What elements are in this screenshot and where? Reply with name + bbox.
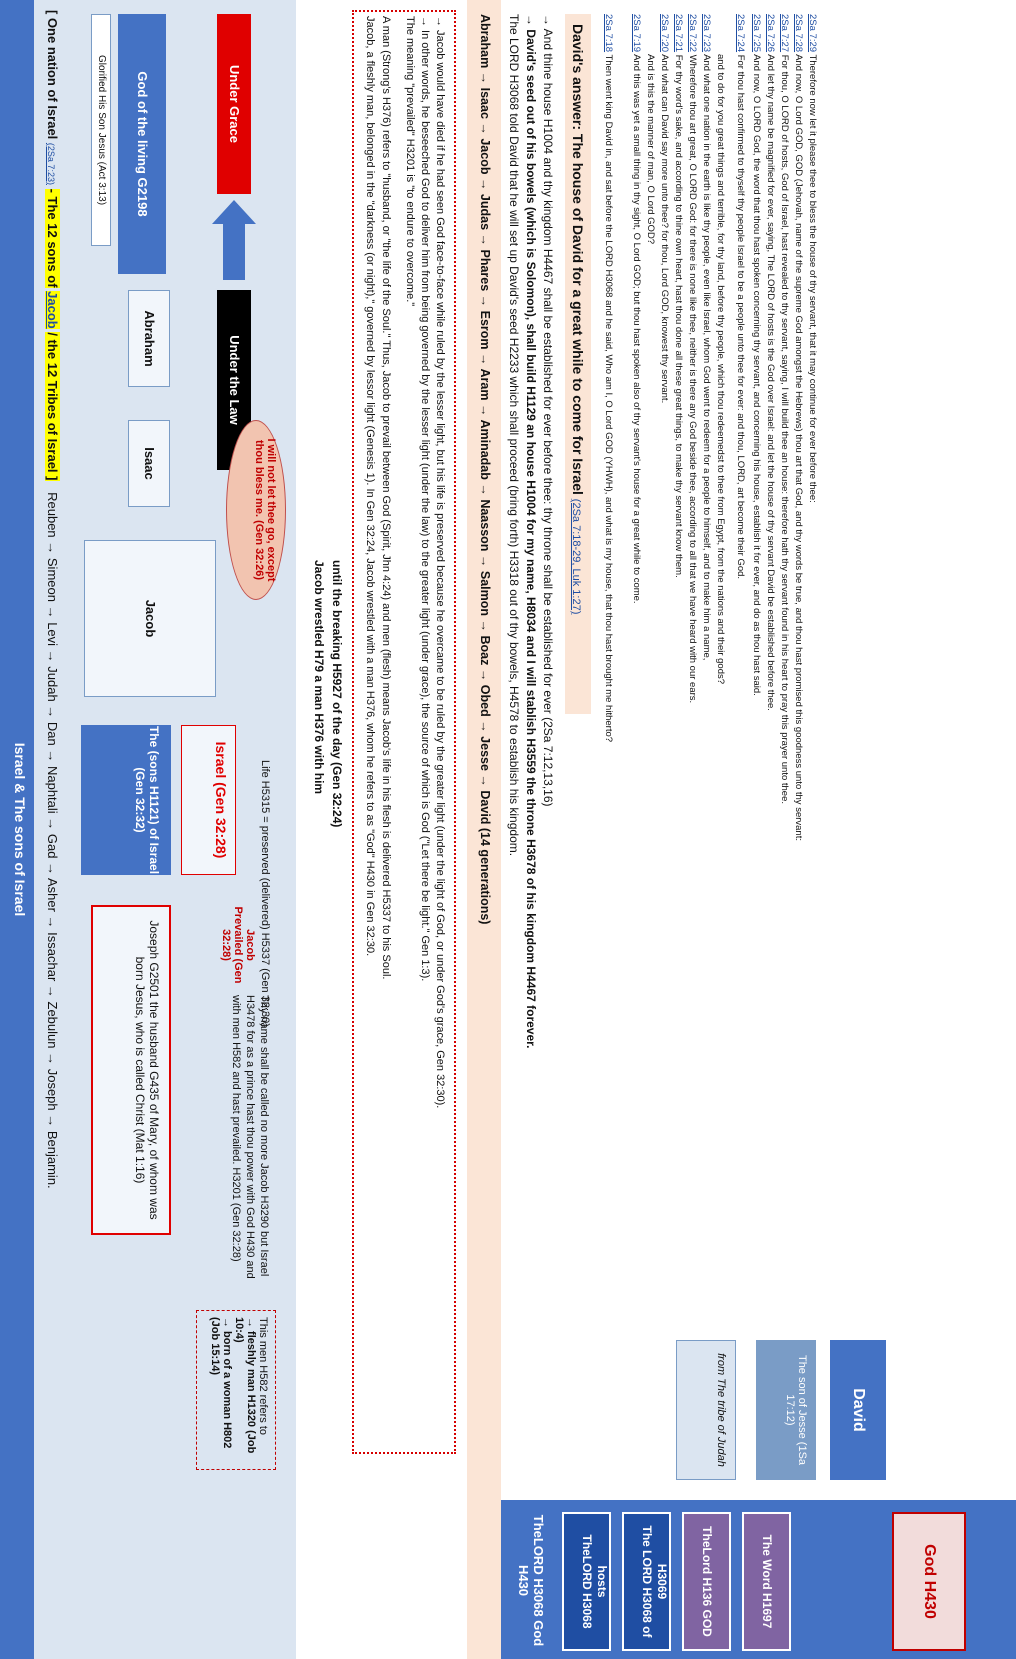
sons-list: Reuben → Simeon → Levi → Judah → Dan → Naphtali → Gad → Asher → Issachar → Zebulun → Joseph → Benjamin. [45,492,60,1189]
under-law-label: Under the Law [217,290,251,470]
lord-god-label: TheLORD H3068 God H430 [516,1514,546,1647]
jacob-box: Jacob [84,540,216,697]
answer-title-text: David's answer: The house of David for a great while to come for Israel [570,24,586,495]
verse-text: For thou, O LORD of hosts, God of Israel, hast revealed to thy servant, saying, I will build thee an house: therefore hath thy servant found in his heart to pray this prayer unto thee. [779,54,790,805]
lord-box-1: TheLORD H3068 [562,1512,611,1651]
son-jesse-box: The son of Jesse (1Sa 17:12) [756,1340,816,1480]
verse-row [631,14,642,604]
verse-row [735,14,746,579]
lord-box-3: TheLord H136 GOD H3069 [682,1512,731,1651]
isaac-box: Isaac [128,420,170,507]
verse-text: And let thy name be magnified for ever, saying, The LORD of hosts is the God over Israel: and let the house of thy servant David be established before thee. [765,54,776,711]
verse-row [659,14,670,403]
verse-text: And now, O LORD God, the word that thou hast spoken concerning thy servant, and concerning his house, establish it for ever, and do as thou hast said. [751,54,762,696]
verse-row [779,14,790,804]
lord-box-2: The H3068 of hosts [622,1512,671,1651]
tribe-box: from The tribe of Judah [676,1340,736,1480]
glorified-label: Glorified His Son Jesus (Act 3:13) [91,14,111,246]
verse-ref[interactable]: 2Sa 7:29 [807,14,818,53]
note-2: A man (Strong's H376) refers to "husband, or "the life of the Soul." Thus, Jacob to prevail between God (Spirit, Jhn 4:24) and men (flesh) means Jacob's life in his flesh is delivered H5337 to his Soul. [380,16,392,980]
verse-row [793,14,804,841]
verse-row [645,54,656,244]
men-note-2: → born of a woman H802 (Job 15:14) [209,1317,233,1449]
one-nation-ref: (2Sa 7:23) [46,142,56,185]
israel-box: Israel (Gen 32:28) [181,725,236,875]
joseph-box: Joseph G2501 the husband G435 of Mary, of whom was born Jesus, who is called Christ (Mat 1:16) [91,905,171,1235]
david-box: David [830,1340,886,1480]
verse-ref[interactable]: 2Sa 7:23 [701,14,712,53]
abraham-box: Abraham [128,290,170,387]
page-title: Israel & The sons of Israel [12,742,28,917]
jacob-prevailed: Jacob Prevailed (Gen 32:28) [220,906,256,984]
note-3: The meaning "prevailed" H3201 is "to endure to overcome." [404,16,416,307]
verse-ref[interactable]: 2Sa 7:18 [603,14,614,53]
genealogy-line: Abraham → Isaac → Jacob → Judas → Phares → Esrom → Aram → Aminadab → Naasson → Salmon → Boaz → Obed → Jesse → David (14 generations) [478,14,492,925]
verse-row [751,14,762,696]
god-box: God H430 [892,1512,966,1651]
under-grace-label: Under Grace [217,14,251,194]
verse-ref[interactable]: 2Sa 7:28 [793,14,804,53]
verse-row [807,14,818,503]
verse-ref[interactable]: 2Sa 7:22 [687,14,698,53]
verse-text: and to do for you great things and terrible, for thy land, before thy people, which thou redeemedst to thee from Egypt, from the nations and their gods? [715,54,726,685]
men-note-title: This men H582 refers to [257,1317,269,1435]
verse-row [701,14,712,660]
verse-text: And what can David say more unto thee? for thou, Lord GOD, knowest thy servant. [659,54,670,404]
verse-row [765,14,776,711]
life-preserved: Life H5315 = preserved (delivered) H5337 (Gen 32:30) [259,760,271,1027]
jacob-label: Jacob [45,291,60,329]
verse-text: Then went king David in, and sat before the LORD H3068 and he said, Who am I, O Lord GOD (YHWH), and what is my house, that thou hast brought me hitherto? [603,54,614,743]
wrestled-line-1: Jacob wrestled H79 a man H376 with him [312,560,326,795]
arrow-1: → David's seed out of his bowels (which is Solomon), shall build H1129 an house H1004 for my name, H8034 and I will stablish H3559 the throne H3678 of his kingdom H4467 forever. [524,14,538,1049]
note-1: Jacob, a fleshly man, belonged in the "darkness (or night)," governed by lessor light (Genesis 1). In Gen 32:24, Jacob wrestled with a man H376, whom he refers to as "God" H430 in Gen 32:30. [364,16,376,957]
verse-text: Therefore now let it please thee to bless the house of thy servant, that it may continue for ever before thee: [807,54,818,503]
name-called-text: Thy name shall be called no more Jacob H3290 but Israel H3478 for as a prince hast thou power with God H430 and with men H582 and hast prevailed. H3201 (Gen 32:28) [230,995,270,1279]
verse-ref[interactable]: 2Sa 7:26 [765,14,776,53]
men-note-box [196,1310,276,1470]
one-nation-mid: - The 12 sons of [45,188,60,288]
verse-row [687,14,698,703]
arrow-2: → And thine house H1004 and thy kingdom H4467 shall be established for ever before thee: thy throne shall be established for ever (2Sa 7:12,13,16) [541,14,555,807]
answer-title [570,24,586,614]
verse-text: And now, O Lord GOD, GOD (Jehovah, name of the supreme God amongst the Hebrews) thou art that God, and thy words be true, and thou hast promised this goodness unto thy servant: [793,54,804,841]
verse-ref[interactable]: 2Sa 7:27 [779,14,790,53]
verse-row [603,14,614,742]
lord-told: The LORD H3068 told David that he will set up David's seed H2233 which shall proceed (bring forth) H3318 out of thy bowels, H4578 to establish his kingdom. [507,14,521,857]
verse-ref[interactable]: 2Sa 7:21 [673,14,684,53]
one-nation-line [45,10,60,1189]
verse-row [715,54,726,684]
verse-text: Wherefore thou art great, O LORD God: for there is none like thee, neither is there any God beside thee, according to all that we have heard with our ears. [687,54,698,704]
one-nation-end: / the 12 Tribes of Israel ] [45,332,60,481]
verses-list [601,14,986,1314]
god-living-box: God of the living G2198 [118,14,166,274]
one-nation-prefix: [ One nation of Israel [45,10,60,140]
verse-ref[interactable]: 2Sa 7:25 [751,14,762,53]
note-5: → Jacob would have died if he had seen God face-to-face while ruled by the lesser light, but his life is preserved because he overcame to be ruled by the greater light (under the light of God, or under God's grace, Gen 32:30). [434,16,446,1109]
verse-row [673,14,684,578]
verse-text: And this was yet a small thing in thy sight, O Lord GOD; but thou hast spoken also of thy servant's house for a great while to come. [631,54,642,604]
bless-me-bubble: I will not let thee go, except thou bless me. (Gen 32:26) [226,420,286,600]
men-note-1: → fleshly man H1320 (Job 10:4) [233,1317,257,1454]
lord-box-4: The Word H1697 [742,1512,791,1651]
verse-text: And is this the manner of man, O Lord GOD? [645,54,656,245]
verse-ref[interactable]: 2Sa 7:24 [735,14,746,53]
verse-ref[interactable]: 2Sa 7:19 [631,14,642,53]
answer-ref: (2Sa 7:18-29, Luk 1:27) [570,498,582,615]
verse-text: For thou hast confirmed to thyself thy people Israel to be a people unto thee for ever: and thou, LORD, art become their God. [735,54,746,580]
wrestled-line-2: until the breaking H5927 of the day (Gen 32:24) [330,560,344,828]
note-4: → In other words, he beseeched God to deliver him from being governed by the lesser light (under the law) to the greater light (under grace), the source of which is God ("Let there be light." Gen 1:3). [419,16,431,982]
verse-text: And what one nation in the earth is like thy people, even like Israel, whom God went to redeem for a people to himself, and to make him a name, [701,54,712,661]
verse-text: For thy word's sake, and according to thine own heart, hast thou done all these great things, to make thy servant know them. [673,54,684,578]
the-sons-box: The (sons H1121) of Israel (Gen 32:32) [81,725,171,875]
verse-ref[interactable]: 2Sa 7:20 [659,14,670,53]
